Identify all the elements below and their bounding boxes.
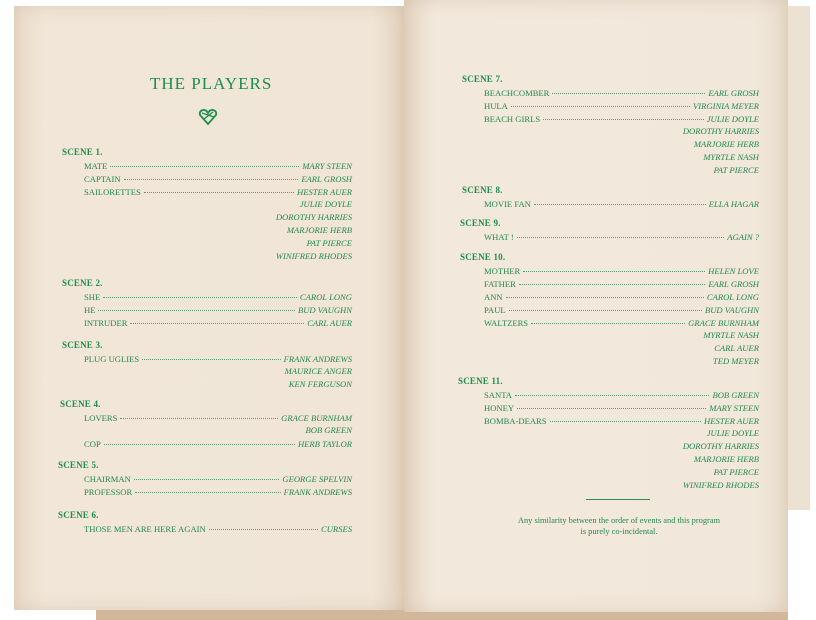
cast-row (484, 198, 759, 210)
role-name: ANN (484, 292, 503, 302)
cast-row (84, 486, 352, 498)
actor-name-continued: DOROTHY HARRIES (682, 441, 759, 451)
role-name: HONEY (484, 403, 515, 413)
actor-name: FRANK ANDREWS (283, 487, 352, 497)
scene-heading: SCENE 9. (460, 218, 501, 228)
footnote (484, 515, 754, 537)
scene-heading: SCENE 8. (462, 185, 503, 195)
actor-name-continued: MARJORIE HERB (693, 454, 759, 464)
scene-heading: SCENE 3. (62, 340, 103, 350)
cast-row (84, 304, 352, 316)
cast-row (484, 100, 759, 112)
role-name: CAPTAIN (84, 174, 121, 184)
paper-right-edge (788, 6, 810, 510)
dot-leader (209, 529, 318, 530)
scene-heading: SCENE 7. (462, 74, 503, 84)
actor-name: ELLA HAGAR (708, 199, 759, 209)
actor-name: GEORGE SPELVIN (282, 474, 352, 484)
dot-leader (550, 421, 701, 422)
role-name: THOSE MEN ARE HERE AGAIN (84, 524, 206, 534)
role-name: BEACH GIRLS (484, 114, 541, 124)
cast-row (84, 473, 352, 485)
actor-name-continued: MAURICE ANGER (284, 366, 352, 376)
role-name: LOVERS (84, 413, 118, 423)
footnote-line-2: is purely co-incidental. (580, 527, 658, 536)
dot-leader (511, 106, 690, 107)
actor-name-continued: CARL AUER (714, 343, 759, 353)
cast-row (84, 317, 352, 329)
dot-leader (517, 237, 725, 238)
actor-name: JULIE DOYLE (706, 114, 759, 124)
role-name: PLUG UGLIES (84, 354, 140, 364)
cast-row (484, 402, 759, 414)
cast-row (84, 438, 352, 450)
role-name: MATE (84, 161, 108, 171)
actor-name: HERB TAYLOR (297, 439, 352, 449)
role-name: BOMBA-DEARS (484, 416, 547, 426)
scene-heading: SCENE 4. (60, 399, 101, 409)
actor-name-continued: PAT PIERCE (713, 165, 759, 175)
actor-name-continued: MARJORIE HERB (286, 225, 352, 235)
actor-name-continued: TED MEYER (712, 356, 759, 366)
role-name: WALTZERS (484, 318, 529, 328)
cast-row (84, 412, 352, 424)
actor-name-continued: DOROTHY HARRIES (682, 126, 759, 136)
dot-leader (98, 310, 295, 311)
actor-name: CURSES (320, 524, 352, 534)
actor-name-continued: MYRTLE NASH (703, 330, 759, 340)
dot-leader (142, 359, 280, 360)
actor-name-continued: KEN FERGUSON (288, 379, 352, 389)
dot-leader (543, 119, 704, 120)
actor-name: BOB GREEN (712, 390, 759, 400)
dot-leader (124, 179, 299, 180)
role-name: WHAT ! (484, 232, 514, 242)
cast-row (484, 231, 759, 243)
dot-leader (552, 93, 705, 94)
cast-row (84, 160, 352, 172)
actor-name: HELEN LOVE (708, 266, 759, 276)
cast-row (84, 523, 352, 535)
role-name: COP (84, 439, 101, 449)
actor-name: CAROL LONG (299, 292, 352, 302)
cast-row (484, 87, 759, 99)
actor-name: VIRGINIA MEYER (693, 101, 759, 111)
page-title: THE PLAYERS (150, 74, 273, 93)
actor-name-continued: WINIFRED RHODES (682, 480, 759, 490)
dot-leader (534, 204, 706, 205)
role-name: MOVIE FAN (484, 199, 531, 209)
dot-leader (135, 492, 280, 493)
dot-leader (517, 408, 706, 409)
role-name: SANTA (484, 390, 512, 400)
scene-heading: SCENE 11. (458, 376, 503, 386)
divider-rule (586, 499, 650, 500)
cast-row (484, 317, 759, 329)
dot-leader (509, 310, 702, 311)
actor-name-continued: BOB GREEN (305, 425, 352, 435)
cast-row (484, 113, 759, 125)
role-name: SAILORETTES (84, 187, 141, 197)
role-name: INTRUDER (84, 318, 128, 328)
dot-leader (103, 297, 297, 298)
dot-leader (531, 323, 685, 324)
role-name: CHAIRMAN (84, 474, 131, 484)
dot-leader (104, 444, 295, 445)
cast-row (484, 415, 759, 427)
role-name: FATHER (484, 279, 516, 289)
actor-name: FRANK ANDREWS (283, 354, 352, 364)
actor-name: EARL GROSH (708, 88, 759, 98)
role-name: MOTHER (484, 266, 521, 276)
scene-heading: SCENE 6. (58, 510, 99, 520)
role-name: HULA (484, 101, 508, 111)
actor-name: CARL AUER (307, 318, 352, 328)
actor-name-continued: PAT PIERCE (713, 467, 759, 477)
actor-name-continued: JULIE DOYLE (299, 199, 352, 209)
scene-heading: SCENE 5. (58, 460, 99, 470)
role-name: HE (84, 305, 96, 315)
actor-name-continued: MARJORIE HERB (693, 139, 759, 149)
actor-name-continued: DOROTHY HARRIES (275, 212, 352, 222)
actor-name: EARL GROSH (708, 279, 759, 289)
role-name: PAUL (484, 305, 506, 315)
cast-row (84, 186, 352, 198)
dot-leader (144, 192, 294, 193)
cast-row (84, 353, 352, 365)
dot-leader (110, 166, 299, 167)
dot-leader (519, 284, 705, 285)
actor-name-continued: PAT PIERCE (306, 238, 352, 248)
ribbon-heart-icon (198, 108, 218, 126)
actor-name: MARY STEEN (302, 161, 352, 171)
actor-name-continued: WINIFRED RHODES (275, 251, 352, 261)
actor-name: BUD VAUGHN (297, 305, 352, 315)
scene-heading: SCENE 1. (62, 147, 103, 157)
dot-leader (130, 323, 304, 324)
cast-row (484, 389, 759, 401)
dot-leader (506, 297, 704, 298)
role-name: SHE (84, 292, 101, 302)
actor-name-continued: MYRTLE NASH (703, 152, 759, 162)
cast-row (484, 278, 759, 290)
actor-name: EARL GROSH (301, 174, 352, 184)
actor-name: HESTER AUER (297, 187, 352, 197)
scene-heading: SCENE 10. (460, 252, 506, 262)
cast-row (84, 173, 352, 185)
cast-row (484, 304, 759, 316)
cast-row (484, 291, 759, 303)
actor-name: CAROL LONG (706, 292, 759, 302)
actor-name: HESTER AUER (704, 416, 759, 426)
actor-name-continued: JULIE DOYLE (706, 428, 759, 438)
dot-leader (523, 271, 705, 272)
dot-leader (515, 395, 709, 396)
role-name: PROFESSOR (84, 487, 133, 497)
actor-name: GRACE BURNHAM (688, 318, 759, 328)
actor-name: GRACE BURNHAM (281, 413, 352, 423)
footnote-line-1: Any similarity between the order of events and this program (517, 516, 721, 525)
actor-name: MARY STEEN (709, 403, 759, 413)
dot-leader (134, 479, 280, 480)
actor-name: BUD VAUGHN (704, 305, 759, 315)
cast-row (84, 291, 352, 303)
scene-heading: SCENE 2. (62, 278, 103, 288)
cast-row (484, 265, 759, 277)
actor-name: AGAIN ? (727, 232, 759, 242)
role-name: BEACHCOMBER (484, 88, 550, 98)
dot-leader (120, 418, 278, 419)
